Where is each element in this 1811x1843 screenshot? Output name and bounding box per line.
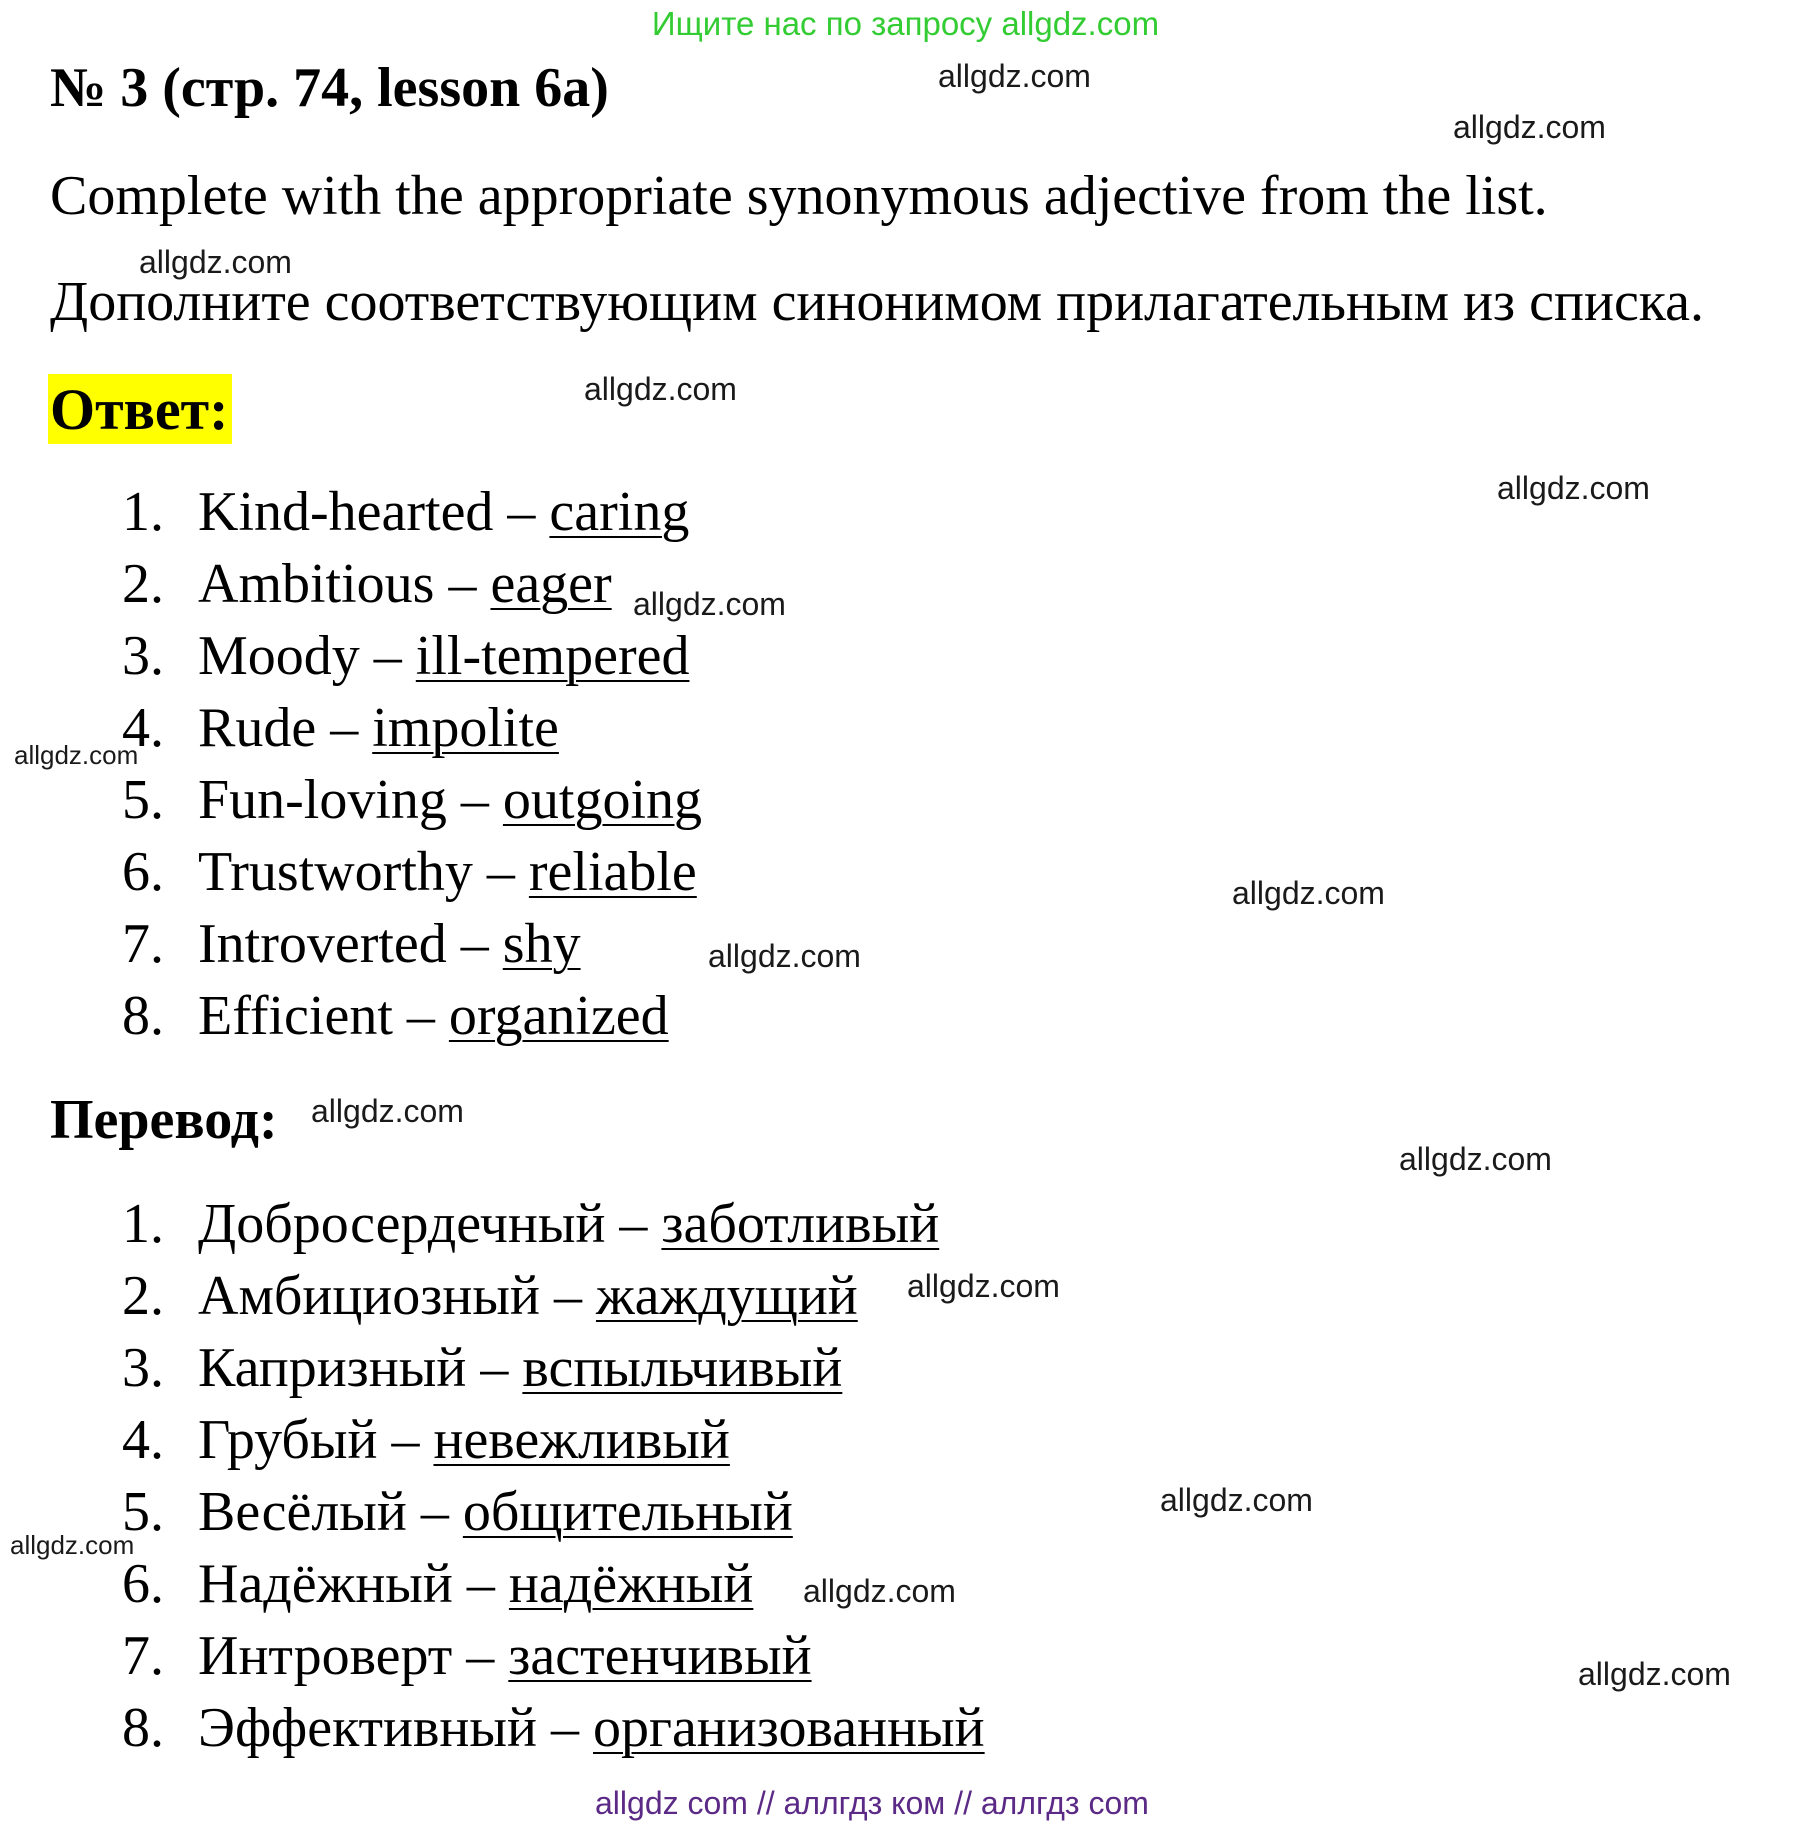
translation-item-term xyxy=(198,1692,985,1764)
translation-item-word: Амбициозный – xyxy=(198,1265,596,1327)
answer-item-number: 4. xyxy=(122,697,164,759)
answer-item-answer: caring xyxy=(549,481,690,543)
answer-item-number: 8. xyxy=(122,985,164,1047)
exercise-title: № 3 (стр. 74, lesson 6a) xyxy=(50,57,609,119)
translation-item-number: 1. xyxy=(122,1193,164,1255)
answer-item-term xyxy=(198,620,689,692)
answer-label: Ответ: xyxy=(48,374,232,444)
translation-label: Перевод: xyxy=(50,1089,278,1151)
answer-item-number: 7. xyxy=(122,913,164,975)
watermark: allgdz.com xyxy=(1232,875,1385,911)
translation-item-word: Грубый – xyxy=(198,1409,434,1471)
answer-item-term xyxy=(198,692,559,764)
answer-item-number: 2. xyxy=(122,553,164,615)
instruction-english: Complete with the appropriate synonymous adjective from the list. xyxy=(50,165,1548,227)
answer-item-answer: impolite xyxy=(372,697,559,759)
answer-item-term xyxy=(198,908,581,980)
answer-item-word: Efficient – xyxy=(198,985,449,1047)
translation-item-number: 5. xyxy=(122,1481,164,1543)
watermark: allgdz.com xyxy=(1453,109,1606,145)
translation-item-word: Добросердечный – xyxy=(198,1193,662,1255)
translation-item-term xyxy=(198,1476,793,1548)
answer-item-number: 6. xyxy=(122,841,164,903)
answer-item-word: Moody – xyxy=(198,625,416,687)
translation-item-answer: общительный xyxy=(462,1481,793,1543)
translation-item-answer: организованный xyxy=(592,1697,985,1759)
translation-item-word: Эффективный – xyxy=(198,1697,593,1759)
translation-item-answer: надёжный xyxy=(508,1553,754,1615)
translation-item-term xyxy=(198,1620,812,1692)
watermark: allgdz.com xyxy=(10,1530,135,1560)
answer-item-term xyxy=(198,764,702,836)
answer-item-answer: eager xyxy=(490,553,612,615)
translation-item-term xyxy=(198,1548,753,1620)
watermark: allgdz.com xyxy=(1578,1656,1731,1692)
watermark: allgdz.com xyxy=(584,371,737,407)
answer-item-term xyxy=(198,476,689,548)
answer-item-term xyxy=(198,980,669,1052)
answer-item-answer: shy xyxy=(502,913,581,975)
answer-item-word: Introverted – xyxy=(198,913,503,975)
translation-item-answer: застенчивый xyxy=(508,1625,812,1687)
watermark: allgdz.com xyxy=(1497,470,1650,506)
top-banner[interactable] xyxy=(0,4,1811,44)
answer-item-word: Ambitious – xyxy=(198,553,491,615)
watermark: allgdz.com xyxy=(708,938,861,974)
answer-item-number: 5. xyxy=(122,769,164,831)
translation-item-term xyxy=(198,1260,858,1332)
translation-item-word: Капризный – xyxy=(198,1337,523,1399)
answer-item-word: Trustworthy – xyxy=(198,841,529,903)
translation-item-word: Интроверт – xyxy=(198,1625,509,1687)
translation-item-number: 4. xyxy=(122,1409,164,1471)
translation-item-number: 6. xyxy=(122,1553,164,1615)
translation-item-answer: заботливый xyxy=(661,1193,940,1255)
translation-item-term xyxy=(198,1188,939,1260)
watermark: allgdz.com xyxy=(311,1093,464,1129)
answer-item-word: Fun-loving – xyxy=(198,769,503,831)
answer-item-answer: reliable xyxy=(528,841,697,903)
translation-item-term xyxy=(198,1332,842,1404)
translation-item-number: 3. xyxy=(122,1337,164,1399)
footer-links[interactable]: allgdz com // аллгдз ком // аллгдз com xyxy=(595,1785,1149,1821)
watermark: allgdz.com xyxy=(14,740,139,770)
watermark: allgdz.com xyxy=(1160,1482,1313,1518)
translation-item-answer: невежливый xyxy=(433,1409,730,1471)
answer-item-term xyxy=(198,548,612,620)
answer-item-word: Rude – xyxy=(198,697,373,759)
watermark: allgdz.com xyxy=(1399,1141,1552,1177)
watermark: allgdz.com xyxy=(633,586,786,622)
translation-item-term xyxy=(198,1404,730,1476)
translation-item-number: 8. xyxy=(122,1697,164,1759)
answer-item-answer: outgoing xyxy=(502,769,703,831)
answer-item-term xyxy=(198,836,697,908)
translation-item-answer: вспыльчивый xyxy=(522,1337,843,1399)
watermark: allgdz.com xyxy=(139,244,292,280)
translation-item-word: Весёлый – xyxy=(198,1481,463,1543)
answer-item-answer: ill-tempered xyxy=(415,625,690,687)
answer-item-number: 1. xyxy=(122,481,164,543)
watermark: allgdz.com xyxy=(938,58,1091,94)
answer-item-word: Kind-hearted – xyxy=(198,481,550,543)
translation-item-number: 7. xyxy=(122,1625,164,1687)
translation-item-number: 2. xyxy=(122,1265,164,1327)
answer-item-answer: organized xyxy=(448,985,669,1047)
top-banner-text: Ищите нас по запросу allgdz.com xyxy=(651,5,1160,42)
translation-item-word: Надёжный – xyxy=(198,1553,509,1615)
instruction-russian: Дополните соответствующим синонимом прилагательным из списка. xyxy=(50,271,1705,333)
translation-item-answer: жаждущий xyxy=(595,1265,858,1327)
watermark: allgdz.com xyxy=(803,1573,956,1609)
answer-item-number: 3. xyxy=(122,625,164,687)
watermark: allgdz.com xyxy=(907,1268,1060,1304)
